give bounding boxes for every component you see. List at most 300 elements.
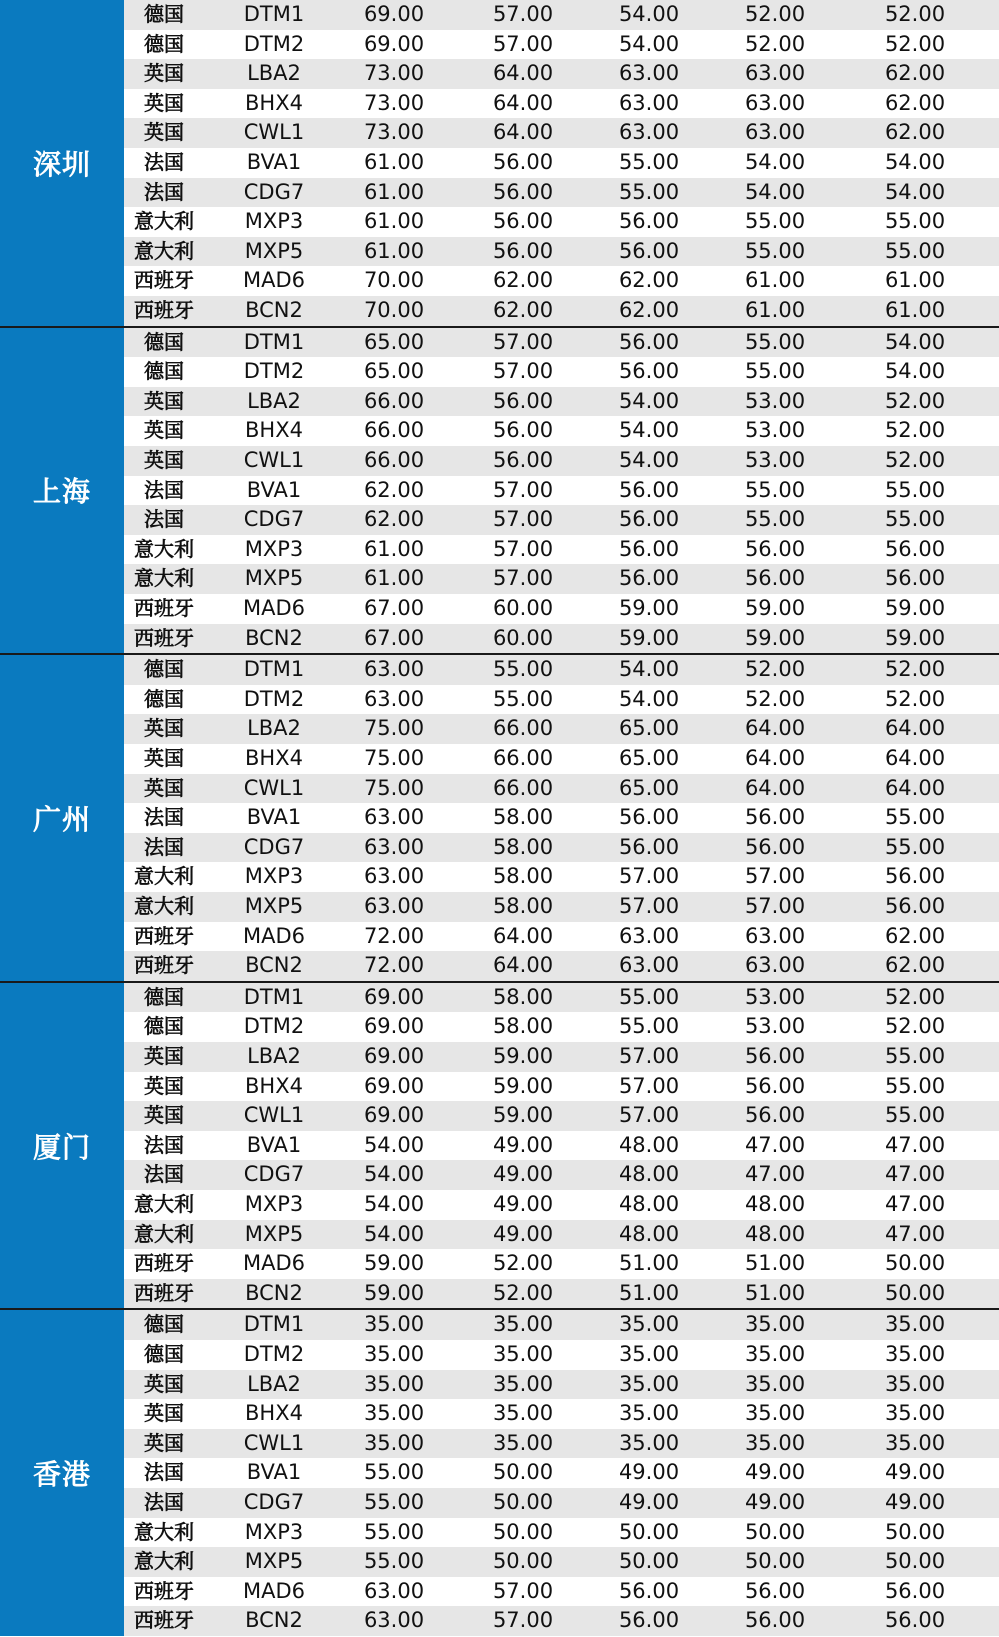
warehouse-code-cell: CDG7 <box>243 834 305 859</box>
price-cell: 63.00 <box>363 864 425 889</box>
price-cell: 64.00 <box>884 775 946 800</box>
country-cell: 意大利 <box>134 238 194 263</box>
price-cell: 49.00 <box>744 1460 806 1485</box>
price-cell: 56.00 <box>744 1578 806 1603</box>
price-cell: 54.00 <box>363 1221 425 1246</box>
price-cell: 64.00 <box>884 716 946 741</box>
price-cell: 56.00 <box>744 1103 806 1128</box>
table-row <box>124 1370 999 1400</box>
price-cell: 65.00 <box>363 329 425 354</box>
price-cell: 55.00 <box>744 359 806 384</box>
price-cell: 62.00 <box>618 297 680 322</box>
warehouse-code-cell: CWL1 <box>243 1103 305 1128</box>
price-cell: 59.00 <box>744 595 806 620</box>
warehouse-code-cell: CDG7 <box>243 1489 305 1514</box>
table-row <box>124 862 999 892</box>
price-cell: 55.00 <box>363 1489 425 1514</box>
price-cell: 58.00 <box>492 834 554 859</box>
warehouse-code-cell: DTM1 <box>243 1312 305 1337</box>
price-cell: 52.00 <box>744 686 806 711</box>
country-cell: 英国 <box>144 1073 184 1098</box>
table-row <box>124 1072 999 1102</box>
table-row <box>124 1488 999 1518</box>
price-cell: 56.00 <box>492 209 554 234</box>
price-cell: 55.00 <box>744 507 806 532</box>
country-cell: 法国 <box>144 1489 184 1514</box>
price-cell: 49.00 <box>744 1489 806 1514</box>
price-cell: 66.00 <box>363 418 425 443</box>
price-cell: 35.00 <box>884 1341 946 1366</box>
price-cell: 55.00 <box>618 179 680 204</box>
warehouse-code-cell: CDG7 <box>243 507 305 532</box>
country-cell: 西班牙 <box>134 1280 194 1305</box>
price-cell: 66.00 <box>492 716 554 741</box>
table-row <box>124 266 999 296</box>
warehouse-code-cell: BCN2 <box>245 953 303 978</box>
price-cell: 57.00 <box>492 536 554 561</box>
price-cell: 57.00 <box>492 1578 554 1603</box>
price-cell: 55.00 <box>363 1460 425 1485</box>
country-cell: 法国 <box>144 1460 184 1485</box>
warehouse-code-cell: MXP3 <box>244 864 304 889</box>
table-row <box>124 416 999 446</box>
price-cell: 58.00 <box>492 984 554 1009</box>
country-cell: 德国 <box>144 1014 184 1039</box>
country-cell: 德国 <box>144 1312 184 1337</box>
table-row <box>124 178 999 208</box>
price-cell: 48.00 <box>618 1132 680 1157</box>
price-cell: 55.00 <box>884 1073 946 1098</box>
price-cell: 56.00 <box>744 805 806 830</box>
price-cell: 47.00 <box>884 1191 946 1216</box>
table-row <box>124 59 999 89</box>
price-cell: 35.00 <box>744 1371 806 1396</box>
country-cell: 英国 <box>144 120 184 145</box>
price-cell: 55.00 <box>492 686 554 711</box>
table-row <box>124 387 999 417</box>
country-cell: 法国 <box>144 507 184 532</box>
price-cell: 49.00 <box>492 1132 554 1157</box>
table-row <box>124 1160 999 1190</box>
price-cell: 51.00 <box>618 1251 680 1276</box>
warehouse-code-cell: MXP3 <box>244 1191 304 1216</box>
table-row <box>124 1190 999 1220</box>
price-cell: 54.00 <box>618 686 680 711</box>
price-cell: 63.00 <box>744 120 806 145</box>
price-cell: 56.00 <box>618 209 680 234</box>
table-row <box>124 1249 999 1279</box>
price-cell: 65.00 <box>618 716 680 741</box>
price-cell: 35.00 <box>744 1341 806 1366</box>
warehouse-code-cell: BCN2 <box>245 1608 303 1633</box>
country-cell: 西班牙 <box>134 1578 194 1603</box>
price-cell: 56.00 <box>884 893 946 918</box>
price-cell: 49.00 <box>492 1221 554 1246</box>
price-cell: 35.00 <box>744 1312 806 1337</box>
price-cell: 59.00 <box>884 595 946 620</box>
price-cell: 75.00 <box>363 716 425 741</box>
price-cell: 69.00 <box>363 1073 425 1098</box>
price-cell: 35.00 <box>618 1312 680 1337</box>
price-cell: 50.00 <box>884 1251 946 1276</box>
price-cell: 56.00 <box>492 238 554 263</box>
price-cell: 64.00 <box>492 90 554 115</box>
table-row <box>124 1429 999 1459</box>
price-cell: 70.00 <box>363 268 425 293</box>
price-cell: 49.00 <box>884 1460 946 1485</box>
price-cell: 64.00 <box>492 120 554 145</box>
price-cell: 35.00 <box>363 1430 425 1455</box>
price-cell: 50.00 <box>618 1549 680 1574</box>
price-cell: 48.00 <box>744 1221 806 1246</box>
warehouse-code-cell: DTM1 <box>243 657 305 682</box>
warehouse-code-cell: MXP3 <box>244 209 304 234</box>
warehouse-code-cell: LBA2 <box>247 1371 301 1396</box>
country-cell: 德国 <box>144 686 184 711</box>
price-cell: 64.00 <box>492 953 554 978</box>
table-row <box>124 892 999 922</box>
price-cell: 63.00 <box>618 61 680 86</box>
price-cell: 63.00 <box>744 61 806 86</box>
table-row <box>124 1547 999 1577</box>
price-cell: 48.00 <box>744 1191 806 1216</box>
country-cell: 西班牙 <box>134 1251 194 1276</box>
country-cell: 意大利 <box>134 566 194 591</box>
warehouse-code-cell: DTM1 <box>243 984 305 1009</box>
table-row <box>124 564 999 594</box>
country-cell: 西班牙 <box>134 625 194 650</box>
table-row <box>124 357 999 387</box>
price-cell: 63.00 <box>363 805 425 830</box>
price-cell: 63.00 <box>744 953 806 978</box>
city-group <box>0 328 999 654</box>
table-row <box>124 1279 999 1309</box>
price-cell: 55.00 <box>884 805 946 830</box>
warehouse-code-cell: BHX4 <box>245 1401 303 1426</box>
country-cell: 德国 <box>144 2 184 26</box>
price-cell: 56.00 <box>618 834 680 859</box>
city-group <box>0 655 999 981</box>
price-cell: 56.00 <box>744 1608 806 1633</box>
price-cell: 50.00 <box>884 1280 946 1305</box>
table-row <box>124 655 999 685</box>
price-cell: 51.00 <box>618 1280 680 1305</box>
price-cell: 73.00 <box>363 120 425 145</box>
price-cell: 57.00 <box>492 359 554 384</box>
table-row <box>124 328 999 358</box>
warehouse-code-cell: MXP5 <box>244 1221 304 1246</box>
warehouse-code-cell: BHX4 <box>245 418 303 443</box>
city-label: 香港 <box>0 1310 124 1636</box>
price-cell: 65.00 <box>618 745 680 770</box>
country-cell: 英国 <box>144 1043 184 1068</box>
table-row <box>124 1606 999 1636</box>
price-cell: 53.00 <box>744 447 806 472</box>
price-cell: 56.00 <box>884 566 946 591</box>
table-row <box>124 1042 999 1072</box>
price-cell: 35.00 <box>618 1430 680 1455</box>
price-cell: 50.00 <box>492 1460 554 1485</box>
price-cell: 62.00 <box>884 953 946 978</box>
price-cell: 50.00 <box>492 1519 554 1544</box>
table-row <box>124 983 999 1013</box>
price-cell: 62.00 <box>884 120 946 145</box>
price-cell: 52.00 <box>492 1280 554 1305</box>
price-cell: 35.00 <box>884 1312 946 1337</box>
price-cell: 52.00 <box>884 418 946 443</box>
price-cell: 56.00 <box>744 536 806 561</box>
warehouse-code-cell: LBA2 <box>247 388 301 413</box>
price-cell: 55.00 <box>884 834 946 859</box>
price-cell: 55.00 <box>744 477 806 502</box>
price-cell: 59.00 <box>492 1103 554 1128</box>
price-cell: 35.00 <box>618 1341 680 1366</box>
price-cell: 55.00 <box>884 477 946 502</box>
price-cell: 61.00 <box>363 209 425 234</box>
warehouse-code-cell: MXP5 <box>244 566 304 591</box>
price-cell: 72.00 <box>363 923 425 948</box>
price-cell: 65.00 <box>618 775 680 800</box>
city-label: 上海 <box>0 328 124 654</box>
price-cell: 55.00 <box>363 1549 425 1574</box>
country-cell: 德国 <box>144 984 184 1009</box>
price-cell: 61.00 <box>884 297 946 322</box>
price-cell: 64.00 <box>884 745 946 770</box>
price-cell: 59.00 <box>363 1280 425 1305</box>
price-cell: 59.00 <box>363 1251 425 1276</box>
country-cell: 英国 <box>144 1430 184 1455</box>
price-cell: 73.00 <box>363 61 425 86</box>
table-row <box>124 803 999 833</box>
price-cell: 58.00 <box>492 805 554 830</box>
price-cell: 48.00 <box>618 1191 680 1216</box>
country-cell: 西班牙 <box>134 953 194 978</box>
table-row <box>124 951 999 981</box>
price-cell: 47.00 <box>884 1162 946 1187</box>
table-row <box>124 594 999 624</box>
price-cell: 48.00 <box>618 1162 680 1187</box>
price-cell: 49.00 <box>492 1191 554 1216</box>
price-cell: 54.00 <box>363 1191 425 1216</box>
table-row <box>124 237 999 267</box>
price-cell: 52.00 <box>884 447 946 472</box>
price-cell: 57.00 <box>618 1103 680 1128</box>
price-cell: 53.00 <box>744 418 806 443</box>
price-cell: 35.00 <box>492 1401 554 1426</box>
country-cell: 英国 <box>144 1103 184 1128</box>
price-cell: 61.00 <box>884 268 946 293</box>
price-cell: 56.00 <box>492 388 554 413</box>
price-cell: 53.00 <box>744 1014 806 1039</box>
table-row <box>124 685 999 715</box>
price-cell: 58.00 <box>492 893 554 918</box>
price-cell: 47.00 <box>884 1221 946 1246</box>
price-cell: 54.00 <box>618 657 680 682</box>
price-cell: 56.00 <box>618 566 680 591</box>
table-row <box>124 0 999 30</box>
price-cell: 47.00 <box>744 1132 806 1157</box>
price-cell: 63.00 <box>363 657 425 682</box>
table-row <box>124 1101 999 1131</box>
warehouse-code-cell: CDG7 <box>243 179 305 204</box>
country-cell: 英国 <box>144 1371 184 1396</box>
warehouse-code-cell: BHX4 <box>245 1073 303 1098</box>
price-cell: 59.00 <box>618 595 680 620</box>
country-cell: 西班牙 <box>134 268 194 293</box>
table-row <box>124 1458 999 1488</box>
warehouse-code-cell: CDG7 <box>243 1162 305 1187</box>
price-cell: 53.00 <box>744 984 806 1009</box>
price-cell: 55.00 <box>744 329 806 354</box>
table-row <box>124 1399 999 1429</box>
price-cell: 56.00 <box>618 536 680 561</box>
price-cell: 64.00 <box>492 61 554 86</box>
country-cell: 意大利 <box>134 893 194 918</box>
country-cell: 西班牙 <box>134 297 194 322</box>
price-cell: 62.00 <box>492 268 554 293</box>
country-cell: 意大利 <box>134 209 194 234</box>
country-cell: 英国 <box>144 447 184 472</box>
country-cell: 德国 <box>144 657 184 682</box>
price-cell: 69.00 <box>363 1103 425 1128</box>
table-row <box>124 30 999 60</box>
price-cell: 50.00 <box>744 1519 806 1544</box>
price-cell: 35.00 <box>492 1430 554 1455</box>
price-cell: 57.00 <box>744 864 806 889</box>
table-row <box>124 774 999 804</box>
city-rows <box>124 983 999 1309</box>
country-cell: 德国 <box>144 1341 184 1366</box>
price-cell: 50.00 <box>884 1549 946 1574</box>
country-cell: 英国 <box>144 775 184 800</box>
price-cell: 66.00 <box>492 775 554 800</box>
table-row <box>124 535 999 565</box>
country-cell: 意大利 <box>134 1519 194 1544</box>
table-row <box>124 922 999 952</box>
price-cell: 69.00 <box>363 2 425 26</box>
price-cell: 54.00 <box>884 179 946 204</box>
price-cell: 54.00 <box>744 179 806 204</box>
warehouse-code-cell: BVA1 <box>246 805 302 830</box>
price-cell: 69.00 <box>363 1014 425 1039</box>
price-cell: 70.00 <box>363 297 425 322</box>
table-row <box>124 1012 999 1042</box>
price-cell: 35.00 <box>744 1430 806 1455</box>
country-cell: 西班牙 <box>134 923 194 948</box>
warehouse-code-cell: MAD6 <box>242 268 305 293</box>
warehouse-code-cell: BVA1 <box>246 149 302 174</box>
price-cell: 56.00 <box>618 1578 680 1603</box>
country-cell: 英国 <box>144 90 184 115</box>
price-cell: 35.00 <box>884 1371 946 1396</box>
country-cell: 德国 <box>144 31 184 56</box>
price-cell: 56.00 <box>492 179 554 204</box>
price-cell: 56.00 <box>744 566 806 591</box>
country-cell: 意大利 <box>134 1221 194 1246</box>
price-cell: 35.00 <box>884 1430 946 1455</box>
price-cell: 55.00 <box>744 238 806 263</box>
warehouse-code-cell: CWL1 <box>243 1430 305 1455</box>
warehouse-code-cell: DTM2 <box>243 31 305 56</box>
price-cell: 49.00 <box>884 1489 946 1514</box>
price-cell: 50.00 <box>618 1519 680 1544</box>
price-cell: 61.00 <box>363 149 425 174</box>
price-cell: 57.00 <box>618 864 680 889</box>
price-cell: 57.00 <box>618 1073 680 1098</box>
warehouse-code-cell: MAD6 <box>242 595 305 620</box>
price-cell: 51.00 <box>744 1280 806 1305</box>
price-cell: 51.00 <box>744 1251 806 1276</box>
warehouse-code-cell: DTM2 <box>243 1341 305 1366</box>
price-cell: 55.00 <box>884 209 946 234</box>
price-cell: 62.00 <box>492 297 554 322</box>
price-cell: 52.00 <box>884 1014 946 1039</box>
warehouse-code-cell: MXP3 <box>244 536 304 561</box>
price-cell: 54.00 <box>363 1132 425 1157</box>
price-cell: 56.00 <box>618 507 680 532</box>
warehouse-code-cell: MXP5 <box>244 1549 304 1574</box>
table-row <box>124 296 999 326</box>
city-rows <box>124 1310 999 1636</box>
warehouse-code-cell: LBA2 <box>247 61 301 86</box>
price-cell: 72.00 <box>363 953 425 978</box>
warehouse-code-cell: CWL1 <box>243 120 305 145</box>
price-cell: 55.00 <box>884 238 946 263</box>
price-cell: 64.00 <box>744 716 806 741</box>
city-rows <box>124 328 999 654</box>
price-cell: 52.00 <box>744 657 806 682</box>
price-cell: 35.00 <box>744 1401 806 1426</box>
country-cell: 西班牙 <box>134 1608 194 1633</box>
price-cell: 35.00 <box>363 1401 425 1426</box>
price-cell: 56.00 <box>884 864 946 889</box>
price-cell: 67.00 <box>363 625 425 650</box>
price-cell: 63.00 <box>363 893 425 918</box>
table-row <box>124 714 999 744</box>
price-cell: 55.00 <box>618 149 680 174</box>
warehouse-code-cell: CWL1 <box>243 447 305 472</box>
price-cell: 63.00 <box>363 834 425 859</box>
price-cell: 54.00 <box>618 31 680 56</box>
price-cell: 58.00 <box>492 864 554 889</box>
price-cell: 69.00 <box>363 31 425 56</box>
table-row <box>124 1220 999 1250</box>
price-cell: 35.00 <box>363 1371 425 1396</box>
table-row <box>124 207 999 237</box>
table-row <box>124 446 999 476</box>
price-cell: 52.00 <box>884 686 946 711</box>
price-cell: 57.00 <box>618 893 680 918</box>
table-row <box>124 476 999 506</box>
price-cell: 56.00 <box>618 238 680 263</box>
price-cell: 54.00 <box>884 359 946 384</box>
price-cell: 63.00 <box>744 923 806 948</box>
price-cell: 56.00 <box>618 329 680 354</box>
price-cell: 52.00 <box>492 1251 554 1276</box>
table-row <box>124 624 999 654</box>
price-cell: 54.00 <box>618 418 680 443</box>
country-cell: 西班牙 <box>134 595 194 620</box>
country-cell: 英国 <box>144 745 184 770</box>
price-cell: 62.00 <box>884 923 946 948</box>
price-cell: 56.00 <box>744 1043 806 1068</box>
price-cell: 59.00 <box>618 625 680 650</box>
country-cell: 法国 <box>144 1162 184 1187</box>
price-cell: 35.00 <box>884 1401 946 1426</box>
price-cell: 57.00 <box>618 1043 680 1068</box>
price-cell: 35.00 <box>363 1312 425 1337</box>
warehouse-code-cell: BHX4 <box>245 745 303 770</box>
